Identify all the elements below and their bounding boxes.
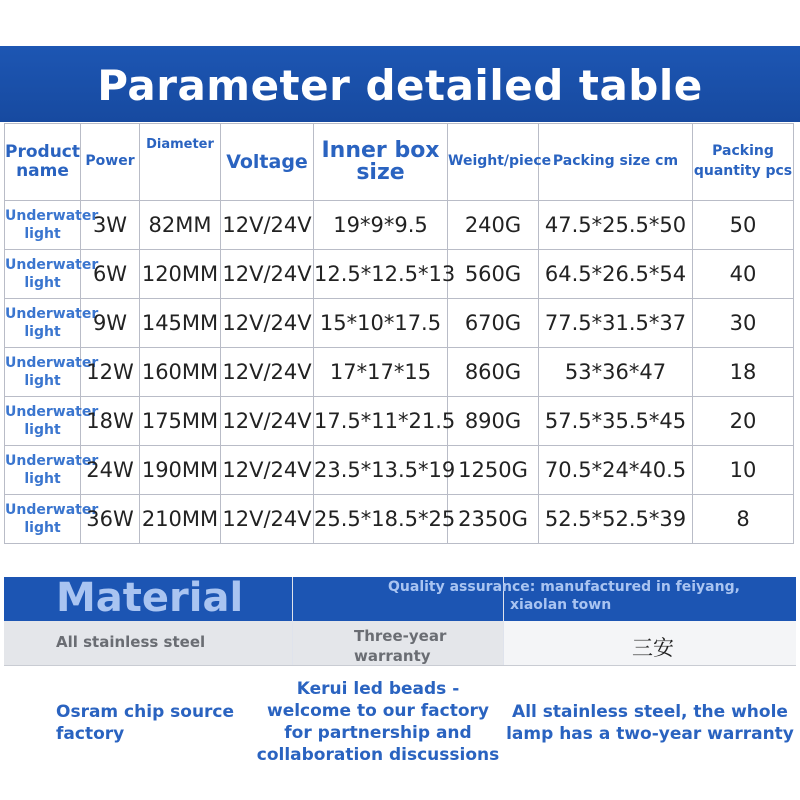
cell-inner-box-size: 17.5*11*21.5: [314, 397, 448, 446]
feature-kerui-beads: Kerui led beads - welcome to our factory for partnership and collaboration discussions: [256, 679, 500, 765]
cell-voltage: 12V/24V: [221, 348, 314, 397]
table-row: [5, 250, 794, 299]
cell-power: 3W: [81, 201, 140, 250]
material-warranty: [354, 626, 446, 666]
cell-packing-quantity: 18: [693, 348, 794, 397]
cell-packing-size: 52.5*52.5*39: [539, 495, 693, 544]
header-voltage: Voltage: [221, 124, 314, 201]
cell-voltage: 12V/24V: [221, 201, 314, 250]
cell-diameter: 160MM: [140, 348, 221, 397]
cell-power: 6W: [81, 250, 140, 299]
cell-diameter: 190MM: [140, 446, 221, 495]
cell-product-name: Underwater light: [5, 446, 81, 495]
cell-voltage: 12V/24V: [221, 446, 314, 495]
cell-packing-size: 77.5*31.5*37: [539, 299, 693, 348]
cell-power: 12W: [81, 348, 140, 397]
cell-voltage: 12V/24V: [221, 299, 314, 348]
cell-product-name: Underwater light: [5, 250, 81, 299]
header-power: Power: [81, 124, 140, 201]
table-row: [5, 299, 794, 348]
cell-product-name: Underwater light: [5, 299, 81, 348]
page-title: Parameter detailed table: [97, 61, 703, 110]
parameter-table: [4, 123, 794, 544]
cell-diameter: 120MM: [140, 250, 221, 299]
table-row: [5, 348, 794, 397]
cell-product-name: Underwater light: [5, 348, 81, 397]
cell-power: 36W: [81, 495, 140, 544]
cell-weight: 670G: [448, 299, 539, 348]
cell-diameter: 210MM: [140, 495, 221, 544]
cell-diameter: 175MM: [140, 397, 221, 446]
table-row: [5, 495, 794, 544]
cell-diameter: 82MM: [140, 201, 221, 250]
cell-packing-quantity: 8: [693, 495, 794, 544]
material-divider: [292, 577, 293, 665]
cell-inner-box-size: 17*17*15: [314, 348, 448, 397]
header-diameter: Diameter: [140, 124, 221, 201]
feature-osram-chip: Osram chip source factory: [56, 702, 235, 744]
table-row: [5, 201, 794, 250]
header-product-name: Product name: [5, 124, 81, 201]
cell-weight: 1250G: [448, 446, 539, 495]
table-row: [5, 397, 794, 446]
warranty-line2: warranty: [354, 647, 431, 665]
cell-diameter: 145MM: [140, 299, 221, 348]
material-brand: 三安: [632, 636, 674, 660]
header-inner-box-size: Inner box size: [314, 124, 448, 201]
cell-packing-size: 70.5*24*40.5: [539, 446, 693, 495]
cell-inner-box-size: 12.5*12.5*13: [314, 250, 448, 299]
cell-power: 24W: [81, 446, 140, 495]
cell-inner-box-size: 25.5*18.5*25: [314, 495, 448, 544]
cell-packing-quantity: 10: [693, 446, 794, 495]
cell-weight: 860G: [448, 348, 539, 397]
cell-packing-quantity: 50: [693, 201, 794, 250]
cell-packing-size: 64.5*26.5*54: [539, 250, 693, 299]
title-banner: [0, 46, 800, 122]
cell-weight: 240G: [448, 201, 539, 250]
cell-power: 9W: [81, 299, 140, 348]
table-header-row: [5, 124, 794, 201]
cell-packing-size: 53*36*47: [539, 348, 693, 397]
warranty-line1: Three-year: [354, 627, 447, 645]
cell-product-name: Underwater light: [5, 397, 81, 446]
cell-product-name: Underwater light: [5, 495, 81, 544]
table-row: [5, 446, 794, 495]
cell-packing-size: 57.5*35.5*45: [539, 397, 693, 446]
material-stainless-steel: All stainless steel: [56, 633, 206, 651]
quality-assurance-line2: xiaolan town: [510, 597, 612, 613]
cell-packing-quantity: 30: [693, 299, 794, 348]
cell-weight: 560G: [448, 250, 539, 299]
header-packing-quantity: Packing quantity pcs: [693, 124, 794, 201]
cell-weight: 2350G: [448, 495, 539, 544]
cell-product-name: Underwater light: [5, 201, 81, 250]
cell-packing-size: 47.5*25.5*50: [539, 201, 693, 250]
cell-inner-box-size: 23.5*13.5*19: [314, 446, 448, 495]
cell-power: 18W: [81, 397, 140, 446]
cell-packing-quantity: 40: [693, 250, 794, 299]
material-title: Material: [56, 575, 244, 621]
quality-assurance-line1: Quality assurance: manufactured in feiyang,: [388, 579, 740, 595]
cell-voltage: 12V/24V: [221, 250, 314, 299]
header-weight: Weight/piece: [448, 124, 539, 201]
cell-packing-quantity: 20: [693, 397, 794, 446]
feature-warranty: All stainless steel, the whole lamp has a two-year warranty: [506, 702, 794, 744]
cell-weight: 890G: [448, 397, 539, 446]
header-packing-size: Packing size cm: [539, 124, 693, 201]
cell-voltage: 12V/24V: [221, 397, 314, 446]
cell-inner-box-size: 19*9*9.5: [314, 201, 448, 250]
cell-inner-box-size: 15*10*17.5: [314, 299, 448, 348]
cell-voltage: 12V/24V: [221, 495, 314, 544]
